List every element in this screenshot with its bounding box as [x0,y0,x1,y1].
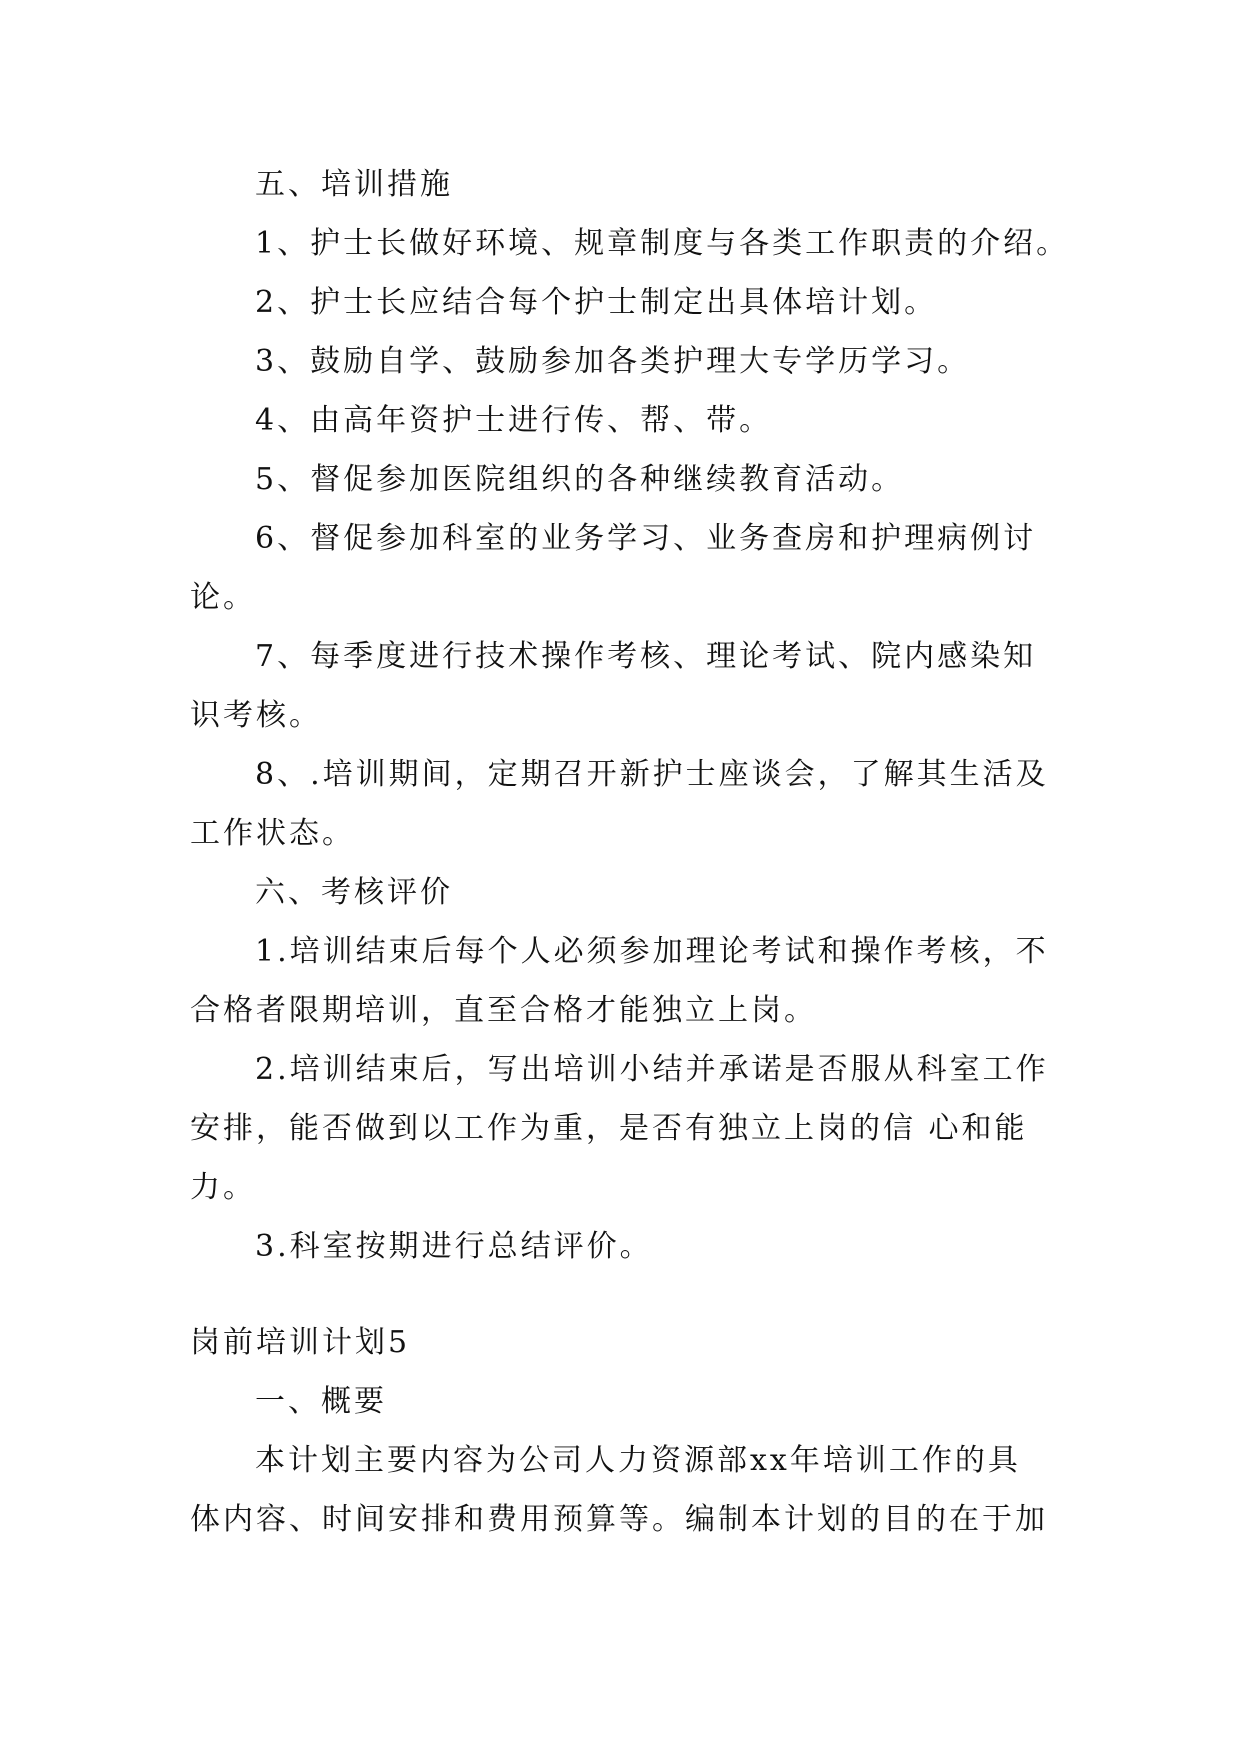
paragraph-line: 7、每季度进行技术操作考核、理论考试、院内感染知 [255,639,1037,674]
paragraph-line: 1、护士长做好环境、规章制度与各类工作职责的介绍。 [255,226,1070,261]
paragraph-line: 安排，能否做到以工作为重，是否有独立上岗的信 心和能 [190,1111,1028,1146]
paragraph-line: 识考核。 [190,698,322,733]
section-heading-six: 六、考核评价 [255,875,453,910]
paragraph-line: 工作状态。 [190,816,355,851]
paragraph-line: 2、护士长应结合每个护士制定出具体培计划。 [255,285,938,320]
paragraph-line: 3.科室按期进行总结评价。 [255,1229,653,1264]
paragraph-line: 2.培训结束后，写出培训小结并承诺是否服从科室工作 [255,1052,1049,1087]
paragraph-line: 5、督促参加医院组织的各种继续教育活动。 [255,462,905,497]
paragraph-line: 论。 [190,580,256,615]
paragraph-line: 3、鼓励自学、鼓励参加各类护理大专学历学习。 [255,344,971,379]
paragraph-line: 8、.培训期间，定期召开新护士座谈会，了解其生活及 [255,757,1049,792]
paragraph-line: 合格者限期培训，直至合格才能独立上岗。 [190,993,817,1028]
paragraph-line: 力。 [190,1170,256,1205]
paragraph-line: 1.培训结束后每个人必须参加理论考试和操作考核，不 [255,934,1049,969]
paragraph-line: 4、由高年资护士进行传、帮、带。 [255,403,773,438]
paragraph-line: 体内容、时间安排和费用预算等。编制本计划的目的在于加 [190,1502,1048,1537]
section-heading-five: 五、培训措施 [255,167,453,202]
paragraph-line: 本计划主要内容为公司人力资源部xx年培训工作的具 [255,1443,1021,1478]
document-title: 岗前培训计划5 [190,1325,411,1360]
paragraph-line: 6、督促参加科室的业务学习、业务查房和护理病例讨 [255,521,1037,556]
section-heading-one: 一、概要 [255,1384,387,1419]
